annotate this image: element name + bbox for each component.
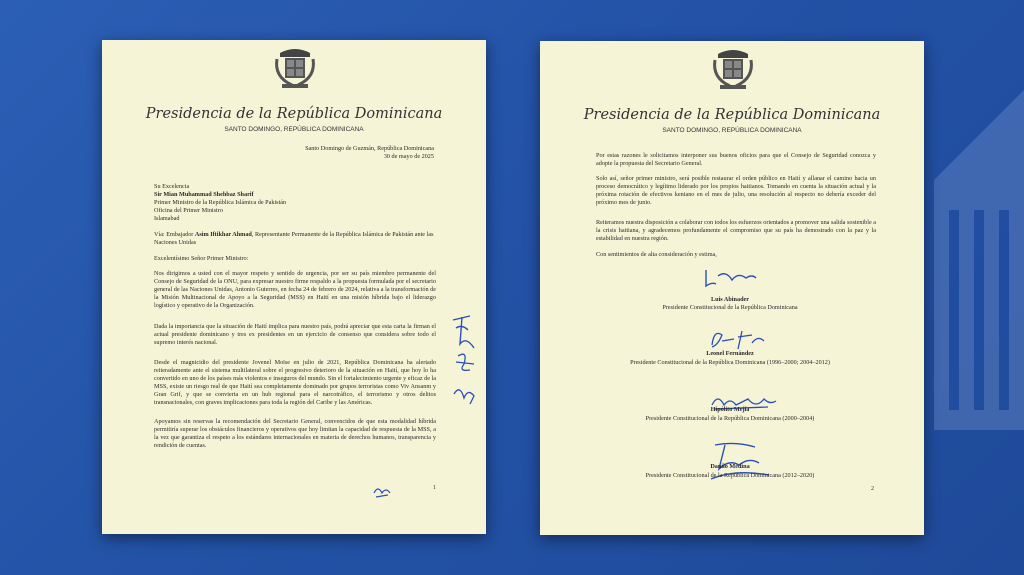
addressee-line-4: Oficina del Primer Ministro: [154, 206, 223, 214]
via-name: Asim Iftikhar Ahmad: [194, 231, 252, 238]
margin-initials-signature: [448, 314, 480, 410]
signatory-title-3: Presidente Constitucional de la República Dominicana (2000–2004): [645, 415, 815, 422]
addressee-line-3: Primer Ministro de la República Islámica de Pakistán: [154, 198, 287, 206]
letter-page-2: [540, 41, 924, 535]
closing-line: Con sentimientos de alta consideración y estima,: [596, 251, 717, 258]
signatory-title-2: Presidente Constitucional de la República Dominicana (1996–2000; 2004–2012): [630, 359, 830, 366]
paragraph-2: Solo así, señor primer ministro, será posible restaurar el orden público en Haití y allanar el camino hacia un proceso democrático y legítimo liderado por los propios haitianos. Tomando en cuenta la situación actual y la próxima rotación de efectivos keniano en el mes de julio, una resolución al respecto no debería exceder del próximo mes de junio.: [596, 175, 876, 206]
page-number: 2: [871, 486, 874, 492]
footer-initials: [372, 483, 394, 499]
addressee-line-5: Islamabad: [154, 214, 180, 222]
via-line: [154, 231, 439, 247]
signature-abinader: [702, 266, 758, 290]
letterhead-subtitle: SANTO DOMINGO, REPÚBLICA DOMINICANA: [662, 127, 802, 134]
date-line: 30 de mayo de 2025: [383, 152, 434, 160]
coat-of-arms-seal: [272, 47, 318, 89]
via-prefix: Vía: Embajador: [154, 231, 195, 238]
letter-page-1: [102, 40, 486, 534]
addressee-line-1: Su Excelencia: [154, 183, 190, 190]
paragraph-4: Apoyamos sin reservas la recomendación del Secretario General, convencidos de que esta modalidad híbrida permitiría superar los obstáculos financieros y operativos que hoy limitan la capacidad de respuesta de la MSS, a la vez que garantiza el respeto a los estándares internacionales en materia de derechos humanos, transparencia y rendición de cuentas.: [154, 418, 436, 449]
date-block: [214, 145, 434, 161]
signatory-name-2: Leonel Fernández: [706, 350, 754, 357]
paragraph-1: Por estas razones le solicitamos interponer sus buenos oficios para que el Consejo de Seguridad conozca y adopte la propuesta del Secretario General.: [596, 152, 876, 167]
letterhead-subtitle: SANTO DOMINGO, REPÚBLICA DOMINICANA: [224, 126, 364, 133]
letterhead-title: Presidencia de la República Dominicana: [145, 106, 443, 122]
salutation: Excelentísimo Señor Primer Ministro:: [154, 255, 249, 262]
paragraph-1: Nos dirigimos a usted con el mayor respeto y sentido de urgencia, por ser su país miembro permanente del Consejo de Seguridad de la ONU, para expresar nuestro firme respaldo a la propuesta formulada por el secretario general de las Naciones Unidas, Antonio Guterres, en fecha 24 de febrero de 2024, relativa a la transformación de la Misión Multinacional de Apoyo a la Seguridad (MSS) en Haití en una misión híbrida bajo el liderazgo logístico y operativo de la Organización.: [154, 270, 436, 309]
via-suffix: , Representante Permanente de la República Islámica de Pakistán ante las Naciones Unidas: [154, 231, 434, 246]
signatory-title-4: Presidente Constitucional de la República Dominicana (2012–2020): [645, 472, 815, 479]
addressee-name: Sir Mian Muhammad Shehbaz Sharif: [154, 190, 254, 198]
signatory-title-1: Presidente Constitucional de la República Dominicana: [662, 304, 798, 311]
addressee-block: [154, 183, 444, 223]
page-number: 1: [433, 485, 436, 491]
letterhead-title: Presidencia de la República Dominicana: [583, 107, 881, 123]
paragraph-3: Reiteramos nuestra disposición a colaborar con todos los esfuerzos orientados a promover una salida sostenible a la crisis haitiana, y agradecemos profundamente el compromiso que su país ha demostrado con la paz y la estabilidad en nuestra región.: [596, 219, 876, 242]
signatory-name-3: Hipólito Mejía: [710, 406, 750, 413]
signatory-name-1: Luis Abinader: [711, 296, 749, 303]
signatory-name-4: Danilo Medina: [710, 463, 750, 470]
paragraph-3: Desde el magnicidio del presidente Jovenel Moïse en julio de 2021, República Dominicana ha alertado reiteradamente ante el sistema multilateral sobre el progresivo deterioro de la situación en Haití, que hoy lo ha convertido en uno de los países más violentos e inseguros del mundo. Sin el fortalecimiento urgente y eficaz de la MSS, existe un riesgo real de que Haití sea completamente dominado por grupos terroristas como Viv Ansanm y Gran Grif, y que se convierta en un hub regional para el narcotráfico, el terrorismo y otros delitos transnacionales, con graves implicaciones para toda la región del Caribe y las Américas.: [154, 359, 436, 406]
place-line: Santo Domingo de Guzmán, República Dominicana: [305, 145, 434, 152]
paragraph-2: Dada la importancia que la situación de Haití implica para nuestro país, podrá apreciar que esta carta la firman el actual presidente dominicano y tres ex presidentes en un ejercicio de consenso que considera sobre todo el supremo interés nacional.: [154, 323, 436, 346]
coat-of-arms-seal: [710, 48, 756, 90]
signature-fernandez: [708, 325, 770, 353]
